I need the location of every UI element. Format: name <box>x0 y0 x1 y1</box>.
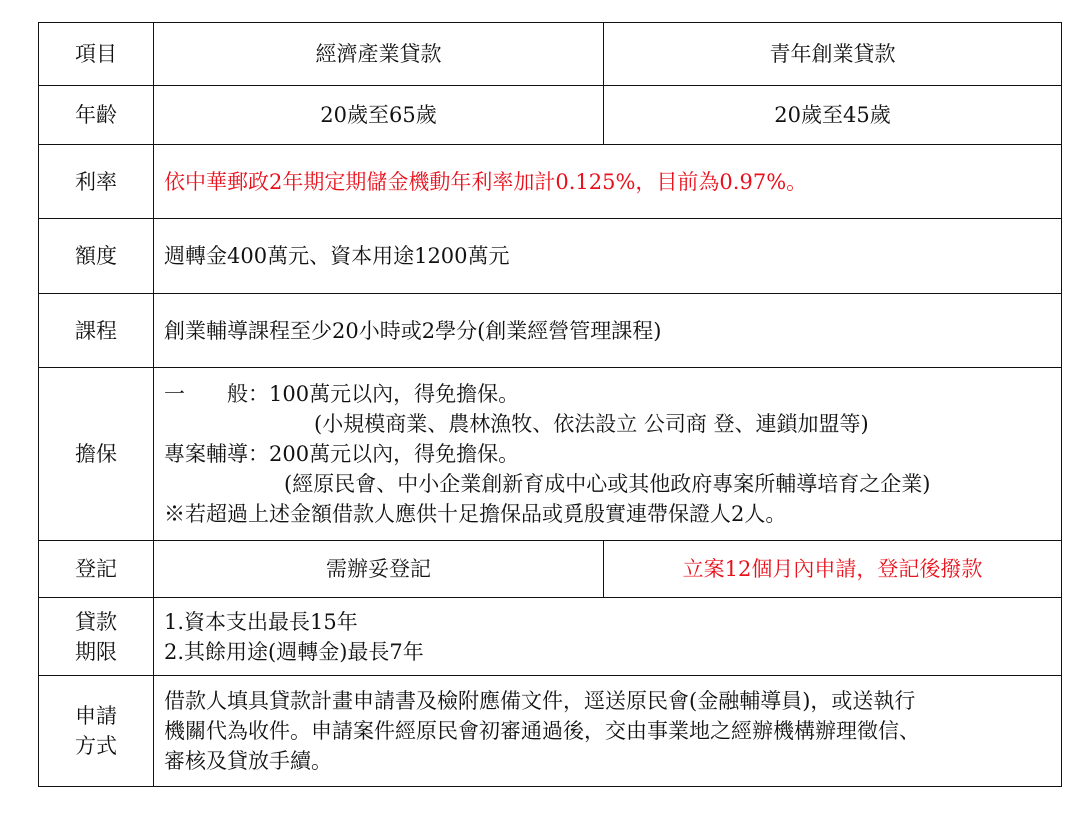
course-label: 課程 <box>39 294 154 368</box>
apply-label-line2: 方式 <box>75 734 117 758</box>
age-youth-value: 20歲至45歲 <box>604 86 1062 145</box>
header-item-cell: 項目 <box>39 23 154 86</box>
guarantee-label: 擔保 <box>39 368 154 541</box>
table-row-age <box>39 86 1062 145</box>
term-label-line1: 貸款 <box>75 609 117 634</box>
apply-line-1: 借款人填具貸款計畫申請書及檢附應備文件，逕送原民會(金融輔導員)，或送執行 <box>164 689 916 713</box>
guarantee-line-project-note: (經原民會、中小企業創新育成中心或其他政府專案所輔導培育之企業) <box>284 472 931 496</box>
apply-label <box>39 676 154 787</box>
age-economic-value: 20歲至65歲 <box>154 86 604 145</box>
table-row-apply <box>39 676 1062 787</box>
table-row-term <box>39 598 1062 676</box>
registration-youth-value: 立案12個月內申請，登記後撥款 <box>604 541 1062 598</box>
registration-label: 登記 <box>39 541 154 598</box>
apply-value <box>154 676 1062 787</box>
term-line-capital: 1.資本支出最長15年 <box>164 609 358 634</box>
term-label-line2: 期限 <box>75 639 117 664</box>
term-value <box>154 598 1062 676</box>
guarantee-line-excess-note: ※若超過上述金額借款人應供十足擔保品或覓殷實連帶保證人2人。 <box>164 502 787 526</box>
course-value: 創業輔導課程至少20小時或2學分(創業經營管理課程) <box>154 294 1062 368</box>
guarantee-value <box>154 368 1062 541</box>
apply-line-3: 審核及貸放手續。 <box>164 749 332 773</box>
guarantee-line-general-note: (小規模商業、農林漁牧、依法設立 公司商 登、連鎖加盟等) <box>314 412 869 436</box>
table-row-header <box>39 23 1062 86</box>
age-label: 年齡 <box>39 86 154 145</box>
rate-value: 依中華郵政2年期定期儲金機動年利率加計0.125%，目前為0.97%。 <box>154 145 1062 219</box>
table-row-guarantee <box>39 368 1062 541</box>
amount-value: 週轉金400萬元、資本用途1200萬元 <box>154 219 1062 294</box>
header-youth-loan-cell: 青年創業貸款 <box>604 23 1062 86</box>
header-economic-loan-cell: 經濟產業貸款 <box>154 23 604 86</box>
term-line-other: 2.其餘用途(週轉金)最長7年 <box>164 639 424 664</box>
guarantee-line-project: 專案輔導：200萬元以內，得免擔保。 <box>164 442 520 466</box>
table-row-rate <box>39 145 1062 219</box>
table-row-amount <box>39 219 1062 294</box>
apply-label-line1: 申請 <box>75 704 117 728</box>
registration-economic-value: 需辦妥登記 <box>154 541 604 598</box>
term-label <box>39 598 154 676</box>
table-row-course <box>39 294 1062 368</box>
apply-line-2: 機關代為收件。申請案件經原民會初審通過後，交由事業地之經辦機構辦理徵信、 <box>164 719 920 743</box>
table-row-registration <box>39 541 1062 598</box>
amount-label: 額度 <box>39 219 154 294</box>
rate-label: 利率 <box>39 145 154 219</box>
loan-comparison-table <box>38 22 1062 787</box>
guarantee-line-general: 一 般：100萬元以內，得免擔保。 <box>164 382 520 406</box>
